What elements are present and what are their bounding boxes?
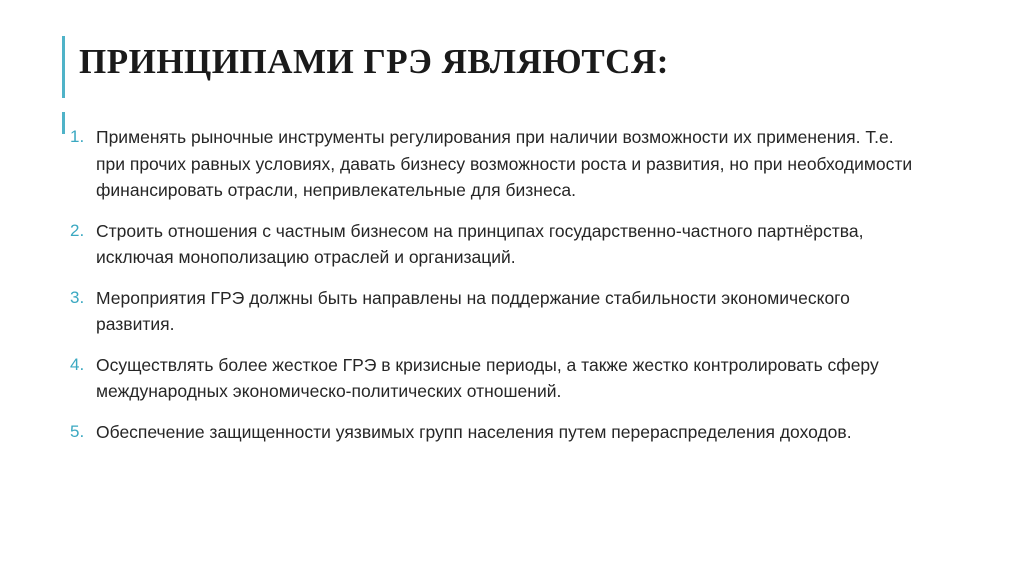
list-item-text: Обеспечение защищенности уязвимых групп населения путем перераспределения доходов.	[96, 421, 852, 442]
list-item	[62, 124, 962, 204]
list-item	[62, 285, 962, 338]
list-item	[62, 218, 962, 271]
title-accent-bar	[62, 36, 65, 98]
list-item-text: Строить отношения с частным бизнесом на принципах государственно-частного партнёрства, исключая монополизацию отраслей и организаций.	[96, 220, 864, 267]
list-item-text: Мероприятия ГРЭ должны быть направлены на поддержание стабильности экономического развития.	[96, 287, 850, 334]
list-item-text: Применять рыночные инструменты регулирования при наличии возможности их применения. Т.е. при прочих равных условиях, давать бизнесу возможности роста и развития, но при необходимости финансировать отрасли, непривлекательные для бизнеса.	[96, 127, 913, 200]
list-item-number: 1.	[70, 127, 85, 146]
numbered-list	[62, 124, 962, 459]
list-item-number: 4.	[70, 354, 85, 374]
list-item-number: 3.	[70, 287, 85, 307]
list-item-number: 5.	[70, 421, 85, 441]
title-block	[62, 36, 962, 98]
list-item	[62, 419, 962, 446]
page-title: ПРИНЦИПАМИ ГРЭ ЯВЛЯЮТСЯ:	[79, 42, 669, 81]
list-item-text: Осуществлять более жесткое ГРЭ в кризисные периоды, а также жестко контролировать сферу международных экономическо-политических отношений.	[96, 354, 879, 401]
list-item-number: 2.	[70, 220, 85, 240]
list-item	[62, 352, 962, 405]
